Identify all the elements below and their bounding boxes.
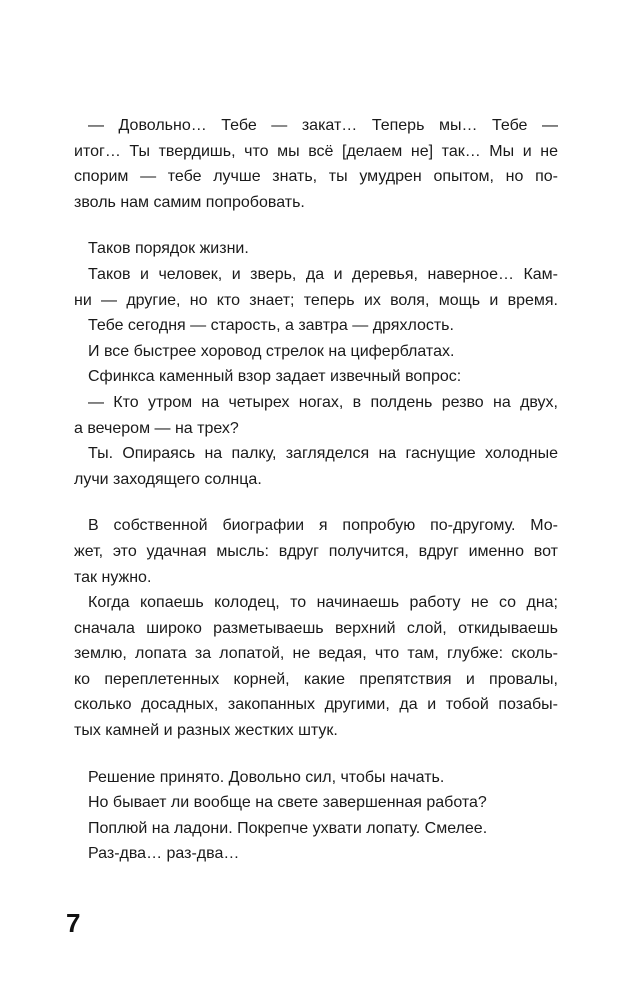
text-line: Сфинкса каменный взор задает извечный вопрос: [88,368,462,386]
text-line: В собственной биографии я попробую по-другому. Мо- [88,517,558,535]
paragraph [74,441,558,492]
text-line: Когда копаешь колодец, то начинаешь работу не со дна; [88,594,558,612]
paragraph [74,765,558,791]
paragraph [74,313,558,339]
paragraph-gap [74,492,558,513]
text-line: Ты. Опираясь на палку, загляделся на гаснущие холодные [88,445,558,463]
text-line: ко переплетенных корней, какие препятствия и провалы, [74,670,558,688]
text-line: итог… Ты твердишь, что мы всё [делаем не] так… Мы и не [74,142,558,160]
text-line: землю, лопата за лопатой, не ведая, что там, глубже: сколь- [74,645,558,663]
paragraph [74,236,558,262]
text-line: Таков и человек, и зверь, да и деревья, наверное… Кам- [88,265,558,283]
text-line: Поплюй на ладони. Покрепче ухвати лопату. Смелее. [88,819,488,837]
text-line: И все быстрее хоровод стрелок на циферблатах. [88,342,455,360]
text-line: тых камней и разных жестких штук. [74,722,338,740]
text-line: Таков порядок жизни. [88,240,249,258]
text-line: Раз-два… раз-два… [88,845,240,863]
paragraph [74,364,558,390]
text-line: зволь нам самим попробовать. [74,193,305,211]
paragraph-gap [74,215,558,236]
text-line: лучи заходящего солнца. [74,470,262,488]
text-line: Тебе сегодня — старость, а завтра — дряхлость. [88,317,454,335]
body-text [74,113,558,867]
text-line: сколько досадных, закопанных другими, да и тобой позабы- [74,696,558,714]
paragraph [74,513,558,590]
paragraph [74,590,558,744]
text-line: так нужно. [74,568,152,586]
text-line: сначала широко разметываешь верхний слой, откидываешь [74,619,558,637]
paragraph [74,262,558,313]
paragraph [74,790,558,816]
paragraph [74,113,558,215]
text-line: ни — другие, но кто знает; теперь их воля, мощь и время. [74,291,558,309]
text-line: — Кто утром на четырех ногах, в полдень резво на двух, [88,393,558,411]
text-line: — Довольно… Тебе — закат… Теперь мы… Тебе — [88,117,558,134]
paragraph [74,841,558,867]
text-line: жет, это удачная мысль: вдруг получится, вдруг именно вот [74,542,558,560]
text-line: Решение принято. Довольно сил, чтобы начать. [88,768,445,786]
paragraph [74,816,558,842]
text-line: а вечером — на трех? [74,419,239,437]
paragraph [74,390,558,441]
text-line: спорим — тебе лучше знать, ты умудрен опытом, но по- [74,168,558,186]
paragraph-gap [74,744,558,765]
page-number: 7 [66,908,81,938]
paragraph [74,339,558,365]
text-line: Но бывает ли вообще на свете завершенная работа? [88,794,487,812]
